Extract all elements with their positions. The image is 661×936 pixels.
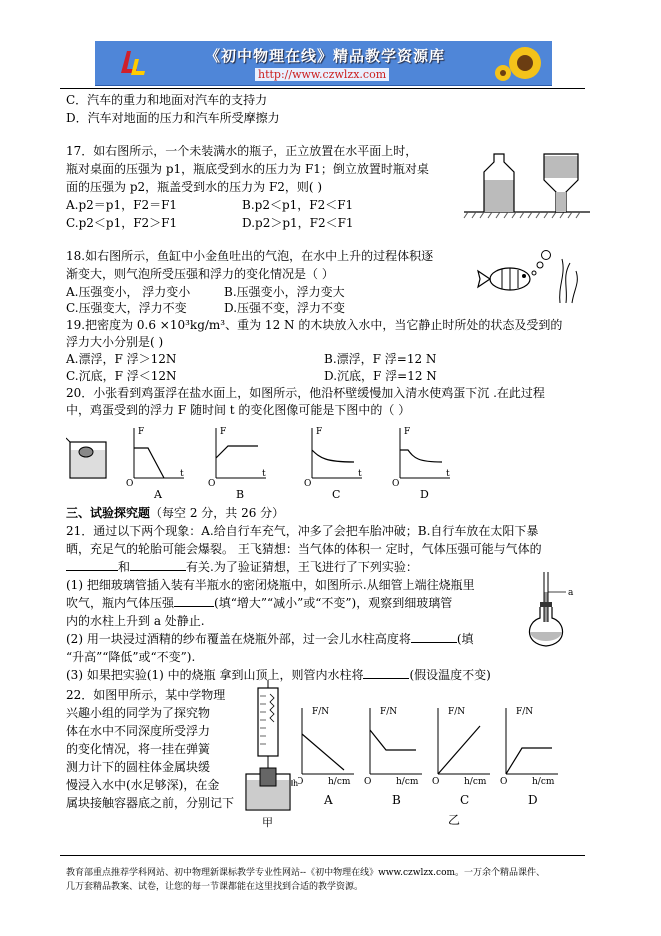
q22-h-label: h — [293, 779, 298, 788]
q22b-axis-fn: F/N — [380, 707, 398, 717]
q21-line2: 晒，充足气的轮胎可能会爆裂。 王飞猜想：当气体的体积一 定时，气体压强可能与气体的 — [66, 542, 542, 556]
q20a-origin: O — [126, 479, 134, 489]
q21-and: 和 — [118, 560, 131, 574]
q22-graph-a-label: A — [324, 793, 333, 807]
q22-line1: 22．如图甲所示，某中学物理 — [66, 688, 226, 702]
q20-line1: 20．小张看到鸡蛋浮在盐水面上，如图所示，他沿杯壁缓慢加入清水使鸡蛋下沉 .在此过程 — [66, 386, 545, 400]
q20-graph-c-label: C — [332, 488, 341, 501]
q20-graph-b-label: B — [236, 488, 245, 501]
q20d-axis-t: t — [446, 469, 450, 479]
q19-option-b: B.漂浮，F 浮=12 N — [324, 352, 437, 366]
section3-heading — [66, 506, 284, 520]
banner-url[interactable]: http://www.czwlzx.com — [255, 68, 389, 81]
q17-bottles-figure — [462, 150, 592, 225]
q22-yi-label: 乙 — [448, 813, 461, 827]
q22c-axis-hcm: h/cm — [464, 777, 487, 787]
q21-line8: “升高”“降低”或“不变”). — [66, 650, 196, 664]
q21-blank-1[interactable] — [66, 570, 118, 571]
site-logo-icon — [117, 47, 147, 79]
q20-graph-d-label: D — [420, 488, 429, 501]
q21-line6: 内的水柱上升到 a 处静止. — [66, 614, 205, 628]
q21-line5 — [66, 596, 452, 610]
q22-line5: 测力计下的圆柱体金属块缓 — [66, 760, 211, 774]
q20d-axis-f: F — [404, 427, 411, 437]
q21-line1: 21．通过以下两个现象：A.给自行车充气，冲多了会把车胎冲破；B.自行车放在太阳下暴 — [66, 524, 539, 538]
q18-line2: 渐变大，则气泡所受压强和浮力的变化情况是（ ） — [66, 267, 334, 281]
q17-option-a: A.p2＝p1，F2＝F1 — [66, 198, 178, 212]
q22-spring-scale-figure — [238, 680, 298, 830]
q19-line1: 19.把密度为 0.6 ×10³kg/m³、重为 12 N 的木块放入水中，当它静止时所处的状态及受到的 — [66, 318, 563, 332]
q22c-axis-fn: F/N — [448, 707, 466, 717]
q20c-axis-f: F — [316, 427, 323, 437]
q21-blank-5[interactable] — [363, 678, 409, 679]
q21-line7 — [66, 632, 474, 646]
q22-line6: 慢浸入水中(水足够深)，在金 — [66, 778, 220, 792]
q20d-origin: O — [392, 479, 400, 489]
q22b-origin: O — [364, 777, 372, 787]
q22-graph-d-label: D — [528, 793, 538, 807]
q18-line1: 18.如右图所示，鱼缸中小金鱼吐出的气泡，在水中上升的过程体积逐 — [66, 249, 434, 263]
q17-line2: 瓶对桌面的压强为 p1，瓶底受到水的压力为 F1；倒立放置时瓶对桌 — [66, 162, 429, 176]
q21-line5-b: (填“增大”“减小”或“不变”)，观察到细玻璃管 — [214, 596, 453, 610]
q21-line4: (1) 把细玻璃管插入装有半瓶水的密闭烧瓶中，如图所示.从细管上端往烧瓶里 — [66, 578, 475, 592]
q21-line9-a: (3) 如果把实验(1) 中的烧瓶 拿到山顶上，则管内水柱将 — [66, 668, 364, 682]
q16-option-d: D．汽车对地面的压力和汽车所受摩擦力 — [66, 111, 280, 125]
q20-line2: 中，鸡蛋受到的浮力 F 随时间 t 的变化图像可能是下图中的（ ） — [66, 403, 411, 417]
q20a-axis-t: t — [180, 469, 184, 479]
q22-line3: 体在水中不同深度所受浮力 — [66, 724, 211, 738]
q18-fish-figure — [470, 245, 590, 305]
q21-line9-b: (假设温度不变) — [409, 668, 491, 682]
q21-line5-a: 吹气，瓶内气体压强 — [66, 596, 175, 610]
q17-line3: 面的压强为 p2，瓶盖受到水的压力为 F2，则( ) — [66, 180, 323, 194]
q20b-origin: O — [208, 479, 216, 489]
q22-jia-label: 甲 — [262, 816, 273, 829]
banner-title: 《初中物理在线》精品教学资源库 — [205, 47, 446, 65]
q18-option-a: A.压强变小， 浮力变小 — [66, 285, 191, 299]
q21-blank-4[interactable] — [411, 642, 457, 643]
section3-title: 三、试验探究题 — [66, 506, 151, 520]
q22d-origin: O — [500, 777, 508, 787]
beaker-egg-icon — [66, 438, 106, 478]
q19-line2: 浮力大小分别是( ) — [66, 335, 164, 349]
q22c-origin: O — [432, 777, 440, 787]
q19-option-a: A.漂浮，F 浮＞12N — [66, 352, 177, 366]
q20a-axis-f: F — [138, 427, 145, 437]
q22a-origin: O — [298, 777, 304, 787]
q22a-axis-hcm: h/cm — [328, 777, 351, 787]
q17-option-b: B.p2＜p1，F2＜F1 — [242, 198, 354, 212]
q20c-axis-t: t — [358, 469, 362, 479]
q16-option-c: C．汽车的重力和地面对汽车的支持力 — [66, 93, 268, 107]
section3-score: （每空 2 分，共 26 分） — [150, 506, 285, 520]
q22-graphs-figure — [298, 700, 563, 830]
q17-option-d: D.p2＞p1，F2＜F1 — [242, 216, 354, 230]
footer-rule — [60, 855, 585, 856]
q22-graph-b-label: B — [392, 793, 401, 807]
q22b-axis-hcm: h/cm — [396, 777, 419, 787]
q20c-origin: O — [304, 479, 312, 489]
q17-line1: 17．如右图所示，一个未装满水的瓶子，正立放置在水平面上时， — [66, 144, 418, 158]
header-rule — [60, 88, 585, 89]
q21-line3 — [66, 560, 418, 574]
flask-label-a: a — [568, 588, 574, 598]
q22-line7: 属块接触容器底之前，分别记下 — [66, 796, 235, 810]
q17-option-c: C.p2＜p1，F2＞F1 — [66, 216, 178, 230]
q22d-axis-fn: F/N — [516, 707, 534, 717]
q18-option-b: B.压强变小，浮力变大 — [224, 285, 345, 299]
sunflower-icon — [495, 43, 551, 83]
q22-line2: 兴趣小组的同学为了探究物 — [66, 706, 211, 720]
q21-line7-b: (填 — [456, 632, 474, 646]
footer-line1: 教育部重点推荐学科网站、初中物理新课标教学专业性网站--《初中物理在线》www.czwlzx.com。一万余个精品课件、 — [66, 868, 546, 878]
q19-option-c: C.沉底，F 浮＜12N — [66, 369, 177, 383]
q20-graph-a-label: A — [154, 488, 162, 501]
q22a-axis-fn: F/N — [312, 707, 330, 717]
q18-option-d: D.压强不变，浮力不变 — [224, 301, 346, 315]
q18-option-c: C.压强变大，浮力不变 — [66, 301, 187, 315]
q20b-axis-f: F — [220, 427, 227, 437]
q21-blank-3[interactable] — [174, 606, 214, 607]
q21-flask-figure — [518, 570, 588, 650]
q19-option-d: D.沉底，F 浮=12 N — [324, 369, 437, 383]
header-banner — [95, 41, 552, 86]
q21-line3-text: 有关.为了验证猜想，王飞进行了下列实验： — [186, 560, 418, 574]
q20b-axis-t: t — [262, 469, 266, 479]
q20-figures — [66, 422, 466, 502]
q22-graph-c-label: C — [460, 793, 470, 807]
q21-blank-2[interactable] — [130, 570, 186, 571]
q21-line7-a: (2) 用一块浸过酒精的纱布覆盖在烧瓶外部，过一会儿水柱高度将 — [66, 632, 411, 646]
footer-line2: 几万套精品教案、试卷，让您的每一节课都能在这里找到合适的教学资源。 — [66, 882, 364, 892]
q22-line4: 的变化情况，将一挂在弹簧 — [66, 742, 211, 756]
q22d-axis-hcm: h/cm — [532, 777, 555, 787]
